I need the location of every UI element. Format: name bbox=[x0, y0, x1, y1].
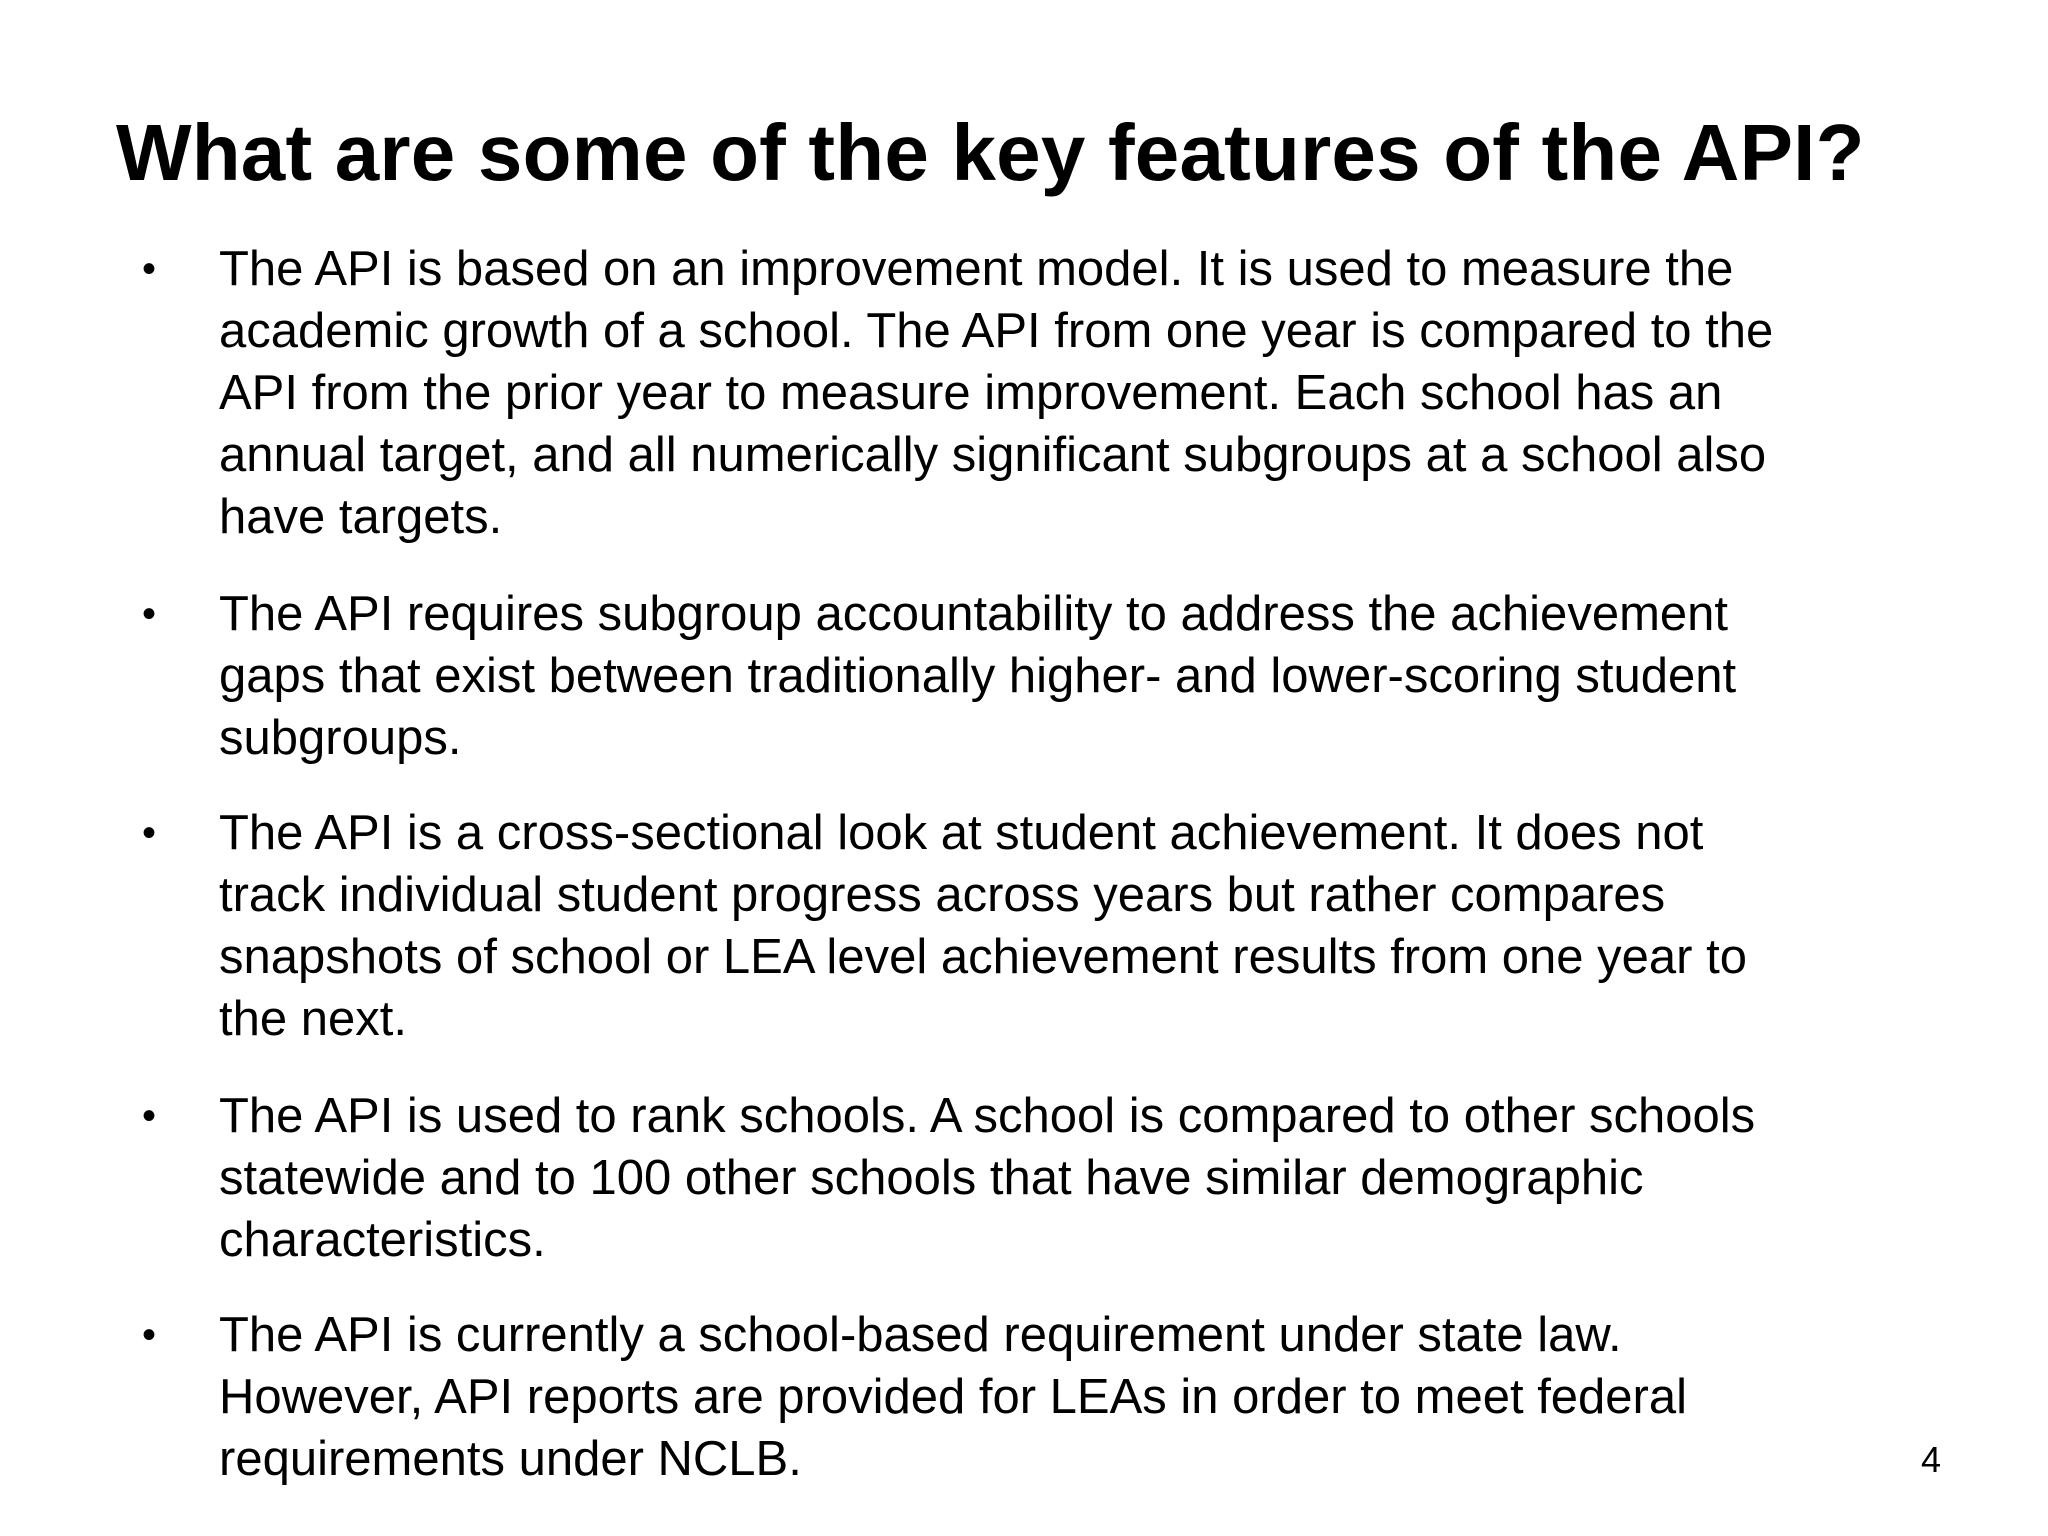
bullet-dot-icon: • bbox=[142, 1313, 157, 1357]
bullet-line: statewide and to 100 other schools that have similar demographic bbox=[219, 1151, 1644, 1205]
bullet-dot-icon: • bbox=[142, 811, 157, 855]
bullet-dot-icon: • bbox=[142, 1094, 157, 1138]
bullet-dot-icon: • bbox=[142, 592, 157, 636]
bullet-line: characteristics. bbox=[219, 1213, 546, 1267]
bullet-line: snapshots of school or LEA level achievement results from one year to bbox=[219, 930, 1747, 984]
bullet-line: API from the prior year to measure improvement. Each school has an bbox=[219, 366, 1723, 420]
page-number: 4 bbox=[1921, 1439, 1942, 1480]
bullet-line: academic growth of a school. The API from one year is compared to the bbox=[219, 304, 1774, 358]
bullet-line: requirements under NCLB. bbox=[219, 1432, 802, 1486]
slide-title: What are some of the key features of the API? bbox=[116, 108, 1865, 197]
bullet-line: have targets. bbox=[219, 490, 503, 544]
bullet-text bbox=[219, 238, 1919, 548]
bullet-line: The API is used to rank schools. A school is compared to other schools bbox=[219, 1089, 1756, 1143]
bullet-line: The API is based on an improvement model. It is used to measure the bbox=[219, 242, 1734, 296]
bullet-line: The API is currently a school-based requirement under state law. bbox=[219, 1308, 1622, 1362]
bullet-text bbox=[219, 583, 1919, 769]
bullet-line: gaps that exist between traditionally higher- and lower-scoring student bbox=[219, 649, 1737, 703]
bullet-line: The API requires subgroup accountability to address the achievement bbox=[219, 587, 1728, 641]
bullet-dot-icon: • bbox=[142, 247, 157, 291]
bullet-line: track individual student progress across years but rather compares bbox=[219, 868, 1666, 922]
bullet-text bbox=[219, 802, 1919, 1050]
bullet-line: the next. bbox=[219, 992, 407, 1046]
bullet-line: annual target, and all numerically significant subgroups at a school also bbox=[219, 428, 1767, 482]
bullet-text bbox=[219, 1304, 1919, 1490]
bullet-line: The API is a cross-sectional look at student achievement. It does not bbox=[219, 806, 1704, 860]
bullet-text bbox=[219, 1085, 1919, 1271]
bullet-line: However, API reports are provided for LEAs in order to meet federal bbox=[219, 1370, 1688, 1424]
bullet-line: subgroups. bbox=[219, 711, 462, 765]
